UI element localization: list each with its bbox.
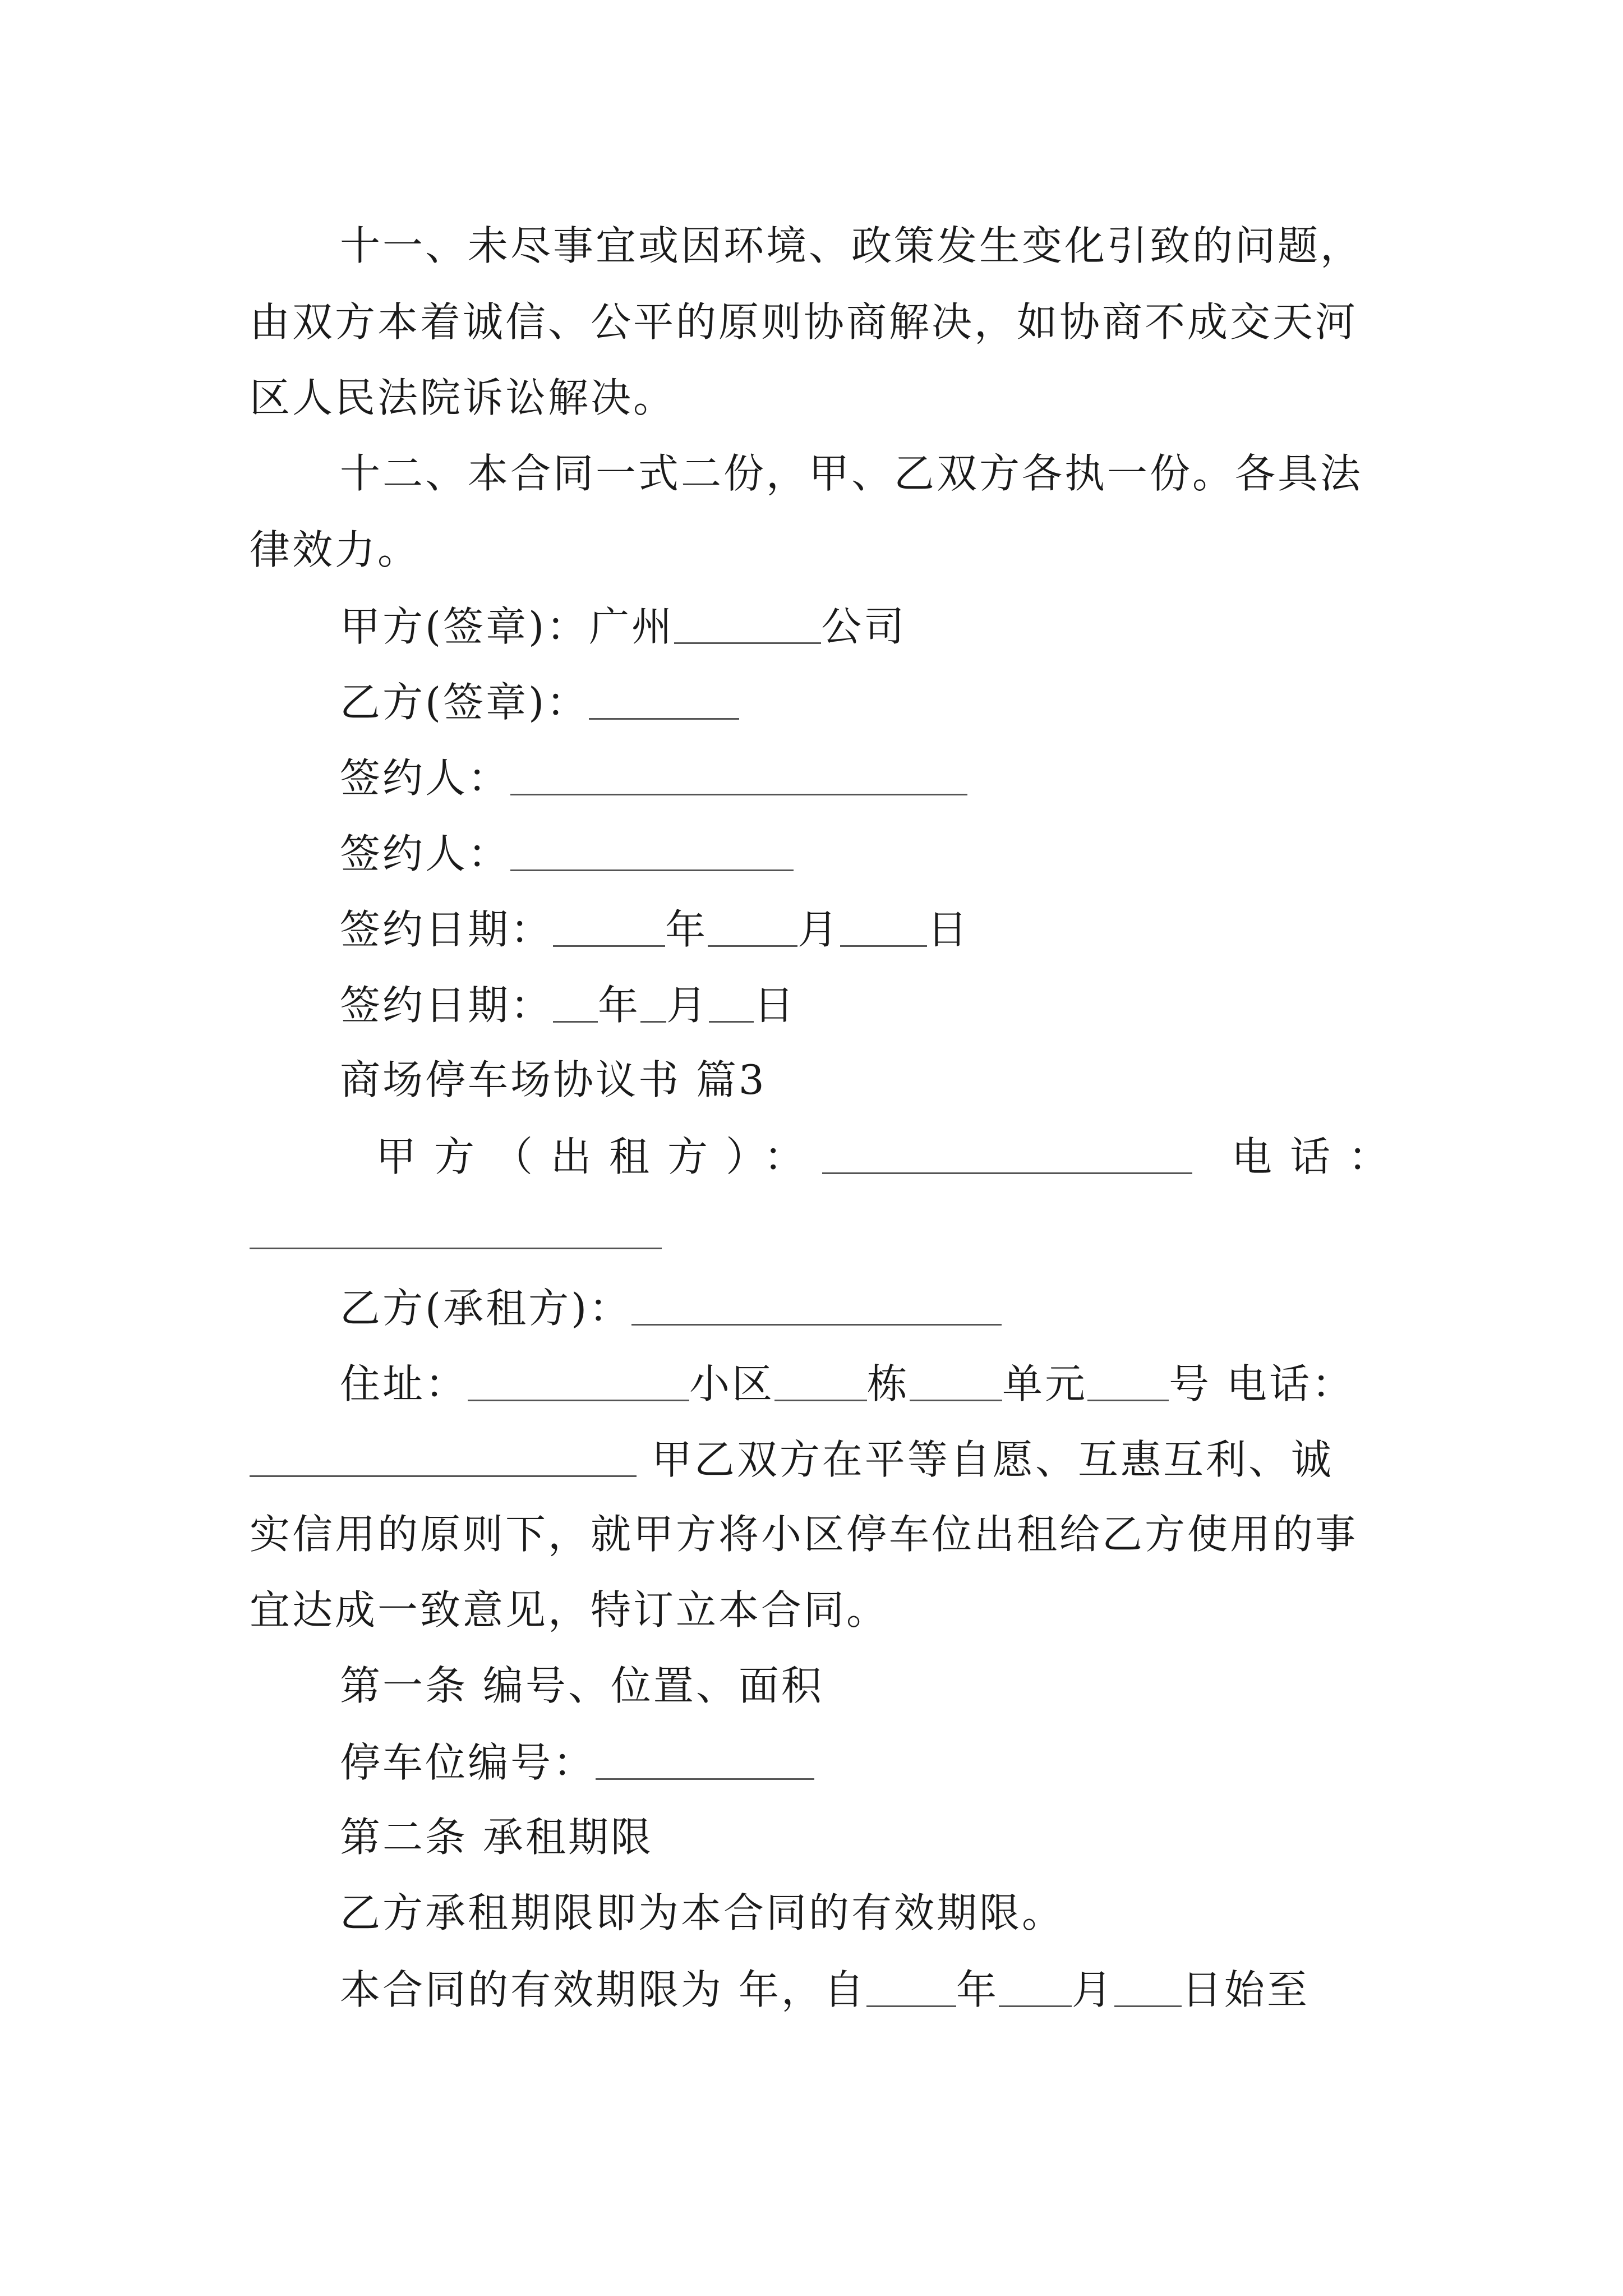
signer-2-line (340, 830, 794, 877)
lessor-phone-blank (250, 1211, 662, 1249)
sign-date-1-year: 年 (665, 906, 708, 953)
address-label: 住址： (340, 1360, 468, 1407)
sign-date-1-day: 日 (927, 906, 970, 953)
article-2-heading: 第二条 承租期限 (340, 1814, 653, 1861)
parking-number-blank (596, 1741, 814, 1780)
lease-term-line: 乙方承租期限即为本合同的有效期限。 (340, 1889, 1065, 1936)
clause-11-line-1: 十一、未尽事宜或因环境、政策发生变化引致的问题， (340, 222, 1363, 269)
sign-date-2-year-blank (553, 984, 598, 1023)
sign-date-2-year: 年 (598, 982, 641, 1029)
validity-period-line (340, 1966, 1310, 2013)
lessor-phone-line (250, 1211, 662, 1252)
sign-date-2-day-blank (709, 984, 754, 1023)
sign-date-1-month-blank (708, 908, 797, 947)
address-building-blank (774, 1363, 867, 1401)
lessee-label: 乙方(承租方)： (340, 1285, 632, 1332)
party-a-name-blank (674, 605, 821, 644)
address-unit-blank (910, 1363, 1002, 1401)
signer-2-blank (510, 832, 794, 871)
sign-date-2-day: 日 (754, 982, 797, 1029)
agreement-intro-line-1: 甲乙双方在平等自愿、互惠互利、诚 (637, 1436, 1334, 1483)
party-b-signature-blank (589, 681, 739, 720)
lessee-phone-line (250, 1436, 1334, 1483)
agreement-intro-line-3: 宜达成一致意见，特订立本合同。 (250, 1586, 889, 1634)
parking-number-line (340, 1739, 814, 1786)
article-1-heading: 第一条 编号、位置、面积 (340, 1662, 824, 1709)
sign-date-2-label: 签约日期： (340, 982, 554, 1029)
signer-1-label: 签约人： (340, 754, 511, 802)
lessee-phone-blank (250, 1438, 637, 1477)
address-number-blank (1087, 1363, 1169, 1401)
clause-11-line-3: 区人民法院诉讼解决。 (250, 374, 676, 421)
lessee-line (340, 1285, 1002, 1332)
address-unit: 单元 (1002, 1360, 1088, 1407)
validity-start-day-tail: 日始至 (1181, 1966, 1310, 2013)
party-a-signature-label: 甲方(签章)：广州 (340, 603, 675, 650)
address-community-blank (468, 1363, 689, 1401)
clause-12-line-1: 十二、本合同一式二份，甲、乙双方各执一份。各具法 (340, 450, 1363, 497)
lessee-name-blank (631, 1287, 1002, 1326)
signer-1-blank (510, 757, 967, 795)
address-line (340, 1360, 1354, 1407)
section-title: 商场停车场协议书 篇3 (340, 1056, 767, 1103)
sign-date-2-month: 月 (666, 982, 709, 1029)
validity-start-month: 月 (1071, 1966, 1114, 2013)
party-a-company-suffix: 公司 (821, 603, 907, 650)
clause-12-line-2: 律效力。 (250, 526, 421, 573)
validity-start-month-blank (999, 1968, 1072, 2007)
sign-date-1-line (340, 906, 970, 953)
signer-2-label: 签约人： (340, 830, 511, 877)
address-building: 栋 (867, 1360, 910, 1407)
validity-start-day-blank (1114, 1968, 1182, 2007)
agreement-intro-line-2: 实信用的原则下，就甲方将小区停车位出租给乙方使用的事 (250, 1511, 1358, 1558)
sign-date-1-month: 月 (797, 906, 841, 953)
address-number-phone: 号 电话： (1169, 1360, 1354, 1407)
parking-number-label: 停车位编号： (340, 1739, 596, 1786)
lessor-name-blank (822, 1135, 1192, 1174)
sign-date-1-day-blank (840, 908, 927, 947)
party-b-signature-line (340, 679, 739, 726)
address-community: 小区 (689, 1360, 775, 1407)
validity-period-text: 本合同的有效期限为 年，自 (340, 1966, 866, 2013)
lessor-line (376, 1133, 1407, 1180)
sign-date-1-label: 签约日期： (340, 906, 554, 953)
party-a-signature-line (340, 603, 907, 650)
sign-date-1-year-blank (553, 908, 665, 947)
clause-11-line-2: 由双方本着诚信、公平的原则协商解决，如协商不成交天河 (250, 298, 1358, 346)
sign-date-2-line (340, 982, 797, 1029)
party-b-signature-label: 乙方(签章)： (340, 679, 589, 726)
signer-1-line (340, 754, 967, 802)
lessor-label: 甲方（出租方）： (376, 1133, 823, 1180)
validity-start-year-blank (866, 1968, 956, 2007)
validity-start-year: 年 (956, 1966, 999, 2013)
sign-date-2-month-blank (640, 984, 666, 1023)
lessor-phone-label: 电话： (1232, 1133, 1407, 1180)
